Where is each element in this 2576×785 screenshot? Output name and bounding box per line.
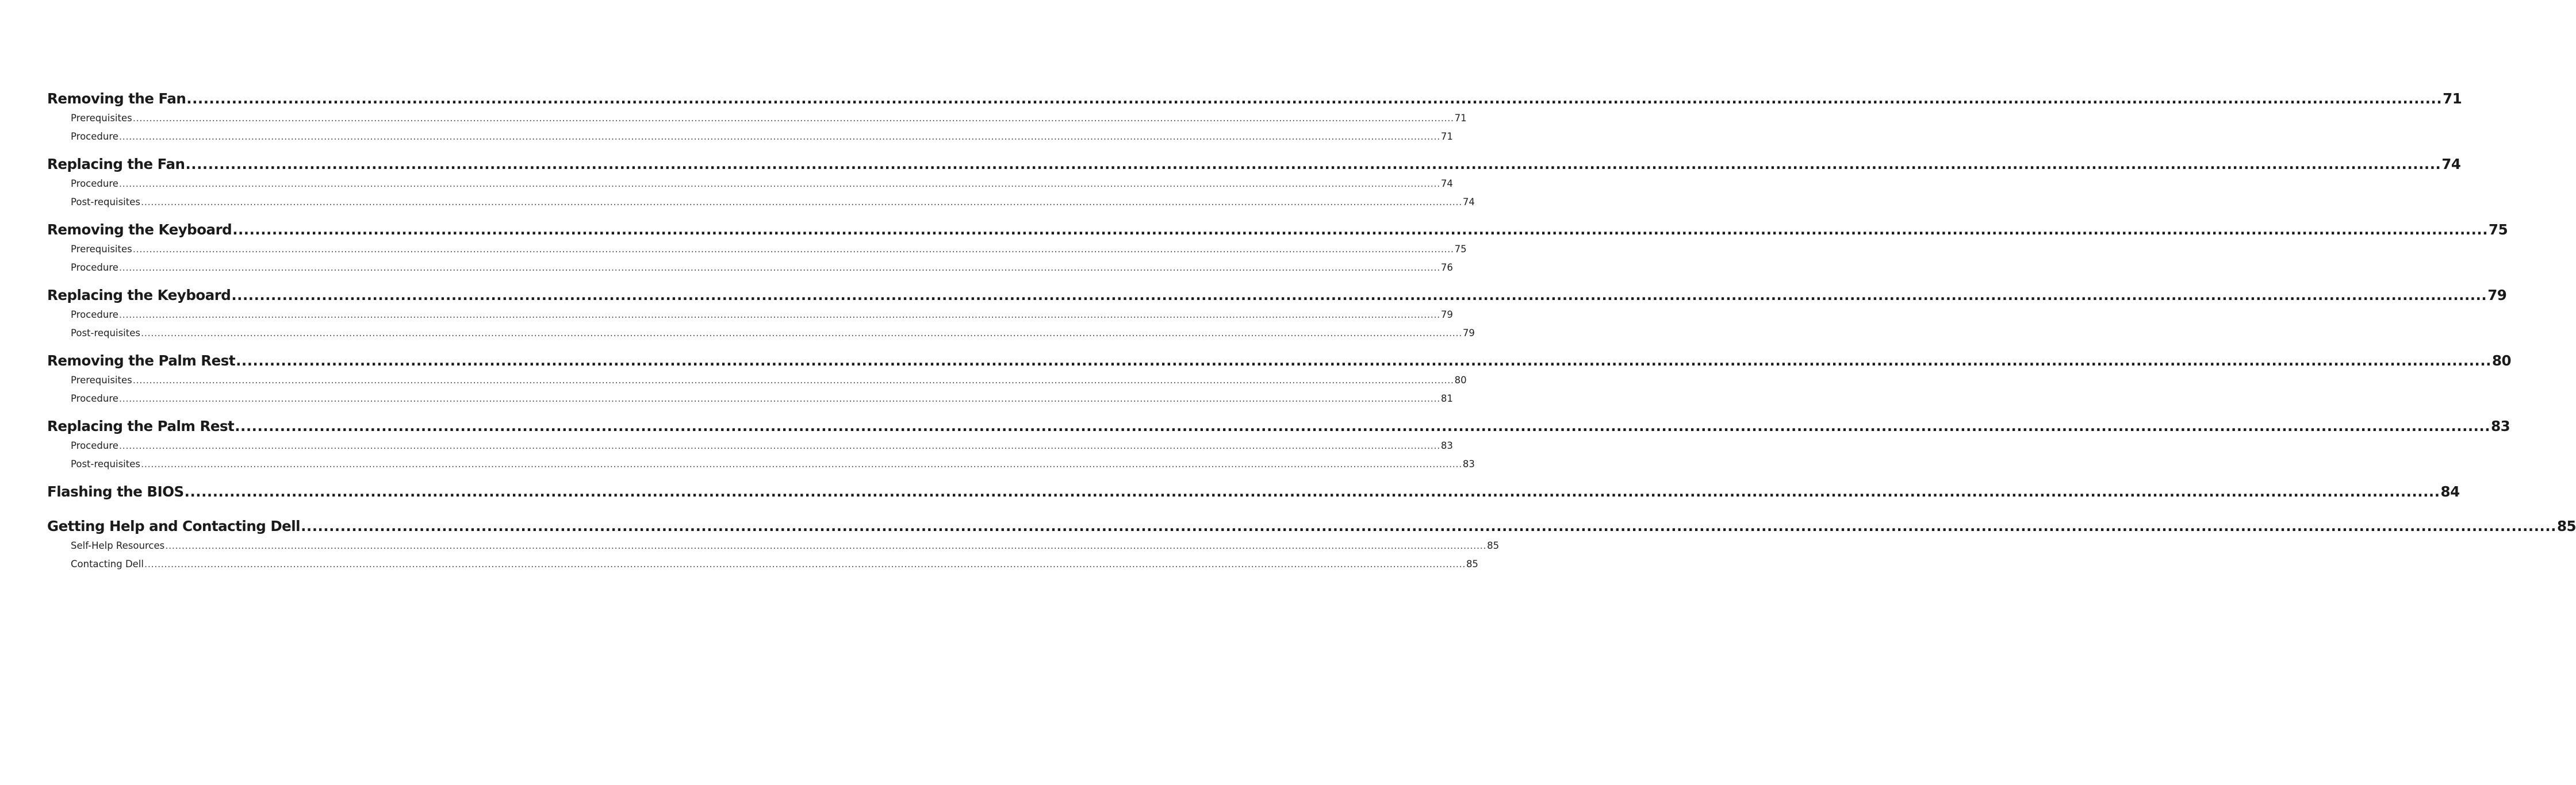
toc-entry-title: Procedure (71, 178, 118, 189)
toc-section (47, 351, 2512, 408)
toc-subsection-entry[interactable] (47, 175, 1453, 193)
toc-entry-title: Prerequisites (71, 375, 132, 386)
toc-subsection-entry[interactable] (47, 324, 1475, 343)
toc-chapter-entry[interactable] (47, 516, 2576, 537)
toc-entry-title: Procedure (71, 262, 118, 273)
dot-leader: ................................................................................................................................................................................................................................................................................................................................................................................................................ (140, 197, 1462, 207)
toc-page-number: 81 (1440, 393, 1453, 404)
dot-leader: ................................................................................................................................................................................................................................................................................................................................................................................................................ (236, 352, 2491, 369)
toc-entry-title: Flashing the BIOS (47, 483, 184, 500)
dot-leader: ................................................................................................................................................................................................................................................................................................................................................................................................................ (118, 393, 1440, 404)
toc-page-number: 85 (2556, 518, 2576, 534)
toc-entry-title: Getting Help and Contacting Dell (47, 518, 301, 534)
toc-page-number: 83 (2491, 418, 2510, 434)
toc-chapter-entry[interactable] (47, 88, 2462, 109)
dot-leader: ................................................................................................................................................................................................................................................................................................................................................................................................................ (186, 90, 2443, 107)
toc-entry-title: Post-requisites (71, 459, 140, 470)
toc-page-number: 83 (1462, 459, 1475, 470)
toc-entry-title: Removing the Keyboard (47, 221, 232, 238)
toc-section (47, 416, 2510, 474)
toc-subsection-entry[interactable] (47, 240, 1467, 259)
toc-entry-title: Contacting Dell (71, 559, 144, 569)
toc-page-number: 85 (1487, 540, 1500, 551)
toc-section (47, 154, 2461, 211)
toc-entry-title: Procedure (71, 131, 118, 142)
toc-page-number: 79 (1462, 328, 1475, 338)
toc-page-number: 71 (1440, 131, 1453, 142)
dot-leader: ................................................................................................................................................................................................................................................................................................................................................................................................................ (118, 178, 1440, 189)
toc-entry-title: Self-Help Resources (71, 540, 165, 551)
dot-leader: ................................................................................................................................................................................................................................................................................................................................................................................................................ (184, 483, 2440, 500)
table-of-contents (47, 86, 2576, 582)
dot-leader: ................................................................................................................................................................................................................................................................................................................................................................................................................ (185, 156, 2441, 172)
dot-leader: ................................................................................................................................................................................................................................................................................................................................................................................................................ (140, 459, 1462, 470)
dot-leader: ................................................................................................................................................................................................................................................................................................................................................................................................................ (144, 559, 1466, 569)
toc-page-number: 71 (1454, 113, 1467, 124)
dot-leader: ................................................................................................................................................................................................................................................................................................................................................................................................................ (132, 375, 1454, 386)
dot-leader: ................................................................................................................................................................................................................................................................................................................................................................................................................ (132, 244, 1454, 255)
toc-page-number: 80 (1454, 375, 1467, 386)
toc-page-number: 84 (2440, 483, 2460, 500)
toc-page-number: 71 (2443, 90, 2462, 107)
toc-entry-title: Procedure (71, 440, 118, 451)
toc-entry-title: Removing the Fan (47, 90, 186, 107)
toc-subsection-entry[interactable] (47, 390, 1453, 408)
toc-page-number: 80 (2491, 352, 2512, 369)
toc-page-number: 74 (1440, 178, 1453, 189)
toc-subsection-entry[interactable] (47, 455, 1475, 474)
toc-chapter-entry[interactable] (47, 482, 2460, 502)
dot-leader: ................................................................................................................................................................................................................................................................................................................................................................................................................ (118, 440, 1440, 451)
toc-page-number: 74 (2441, 156, 2461, 172)
dot-leader: ................................................................................................................................................................................................................................................................................................................................................................................................................ (118, 131, 1440, 142)
toc-page-number: 76 (1440, 262, 1453, 273)
toc-subsection-entry[interactable] (47, 537, 1500, 555)
toc-page-number: 83 (1440, 440, 1453, 451)
toc-subsection-entry[interactable] (47, 259, 1453, 277)
toc-entry-title: Prerequisites (71, 113, 132, 124)
toc-subsection-entry[interactable] (47, 555, 1478, 574)
toc-subsection-entry[interactable] (47, 193, 1475, 211)
toc-subsection-entry[interactable] (47, 128, 1453, 146)
toc-entry-title: Removing the Palm Rest (47, 352, 236, 369)
toc-page-number: 79 (1440, 309, 1453, 320)
toc-chapter-entry[interactable] (47, 351, 2512, 371)
toc-section (47, 220, 2508, 277)
toc-entry-title: Procedure (71, 309, 118, 320)
dot-leader: ................................................................................................................................................................................................................................................................................................................................................................................................................ (231, 287, 2487, 303)
toc-section (47, 516, 2576, 574)
dot-leader: ................................................................................................................................................................................................................................................................................................................................................................................................................ (118, 309, 1440, 320)
toc-page-number: 75 (2489, 221, 2508, 238)
toc-subsection-entry[interactable] (47, 306, 1453, 324)
toc-entry-title: Replacing the Keyboard (47, 287, 231, 303)
toc-page-number: 74 (1462, 197, 1475, 207)
toc-entry-title: Post-requisites (71, 328, 140, 338)
toc-chapter-entry[interactable] (47, 220, 2508, 240)
toc-subsection-entry[interactable] (47, 371, 1467, 390)
toc-entry-title: Procedure (71, 393, 118, 404)
dot-leader: ................................................................................................................................................................................................................................................................................................................................................................................................................ (140, 328, 1462, 338)
toc-chapter-entry[interactable] (47, 416, 2510, 437)
toc-section (47, 482, 2460, 502)
dot-leader: ................................................................................................................................................................................................................................................................................................................................................................................................................ (235, 418, 2491, 434)
toc-entry-title: Post-requisites (71, 197, 140, 207)
toc-chapter-entry[interactable] (47, 154, 2461, 175)
dot-leader: ................................................................................................................................................................................................................................................................................................................................................................................................................ (132, 113, 1454, 124)
toc-page-number: 85 (1466, 559, 1478, 569)
toc-entry-title: Prerequisites (71, 244, 132, 255)
toc-section (47, 88, 2462, 146)
toc-subsection-entry[interactable] (47, 109, 1467, 128)
toc-subsection-entry[interactable] (47, 437, 1453, 455)
toc-entry-title: Replacing the Palm Rest (47, 418, 235, 434)
dot-leader: ................................................................................................................................................................................................................................................................................................................................................................................................................ (118, 262, 1440, 273)
toc-page-number: 79 (2487, 287, 2507, 303)
toc-entry-title: Replacing the Fan (47, 156, 185, 172)
dot-leader: ................................................................................................................................................................................................................................................................................................................................................................................................................ (232, 221, 2489, 238)
toc-page-number: 75 (1454, 244, 1467, 255)
dot-leader: ................................................................................................................................................................................................................................................................................................................................................................................................................ (301, 518, 2556, 534)
toc-section (47, 285, 2507, 343)
toc-chapter-entry[interactable] (47, 285, 2507, 306)
dot-leader: ................................................................................................................................................................................................................................................................................................................................................................................................................ (165, 540, 1487, 551)
